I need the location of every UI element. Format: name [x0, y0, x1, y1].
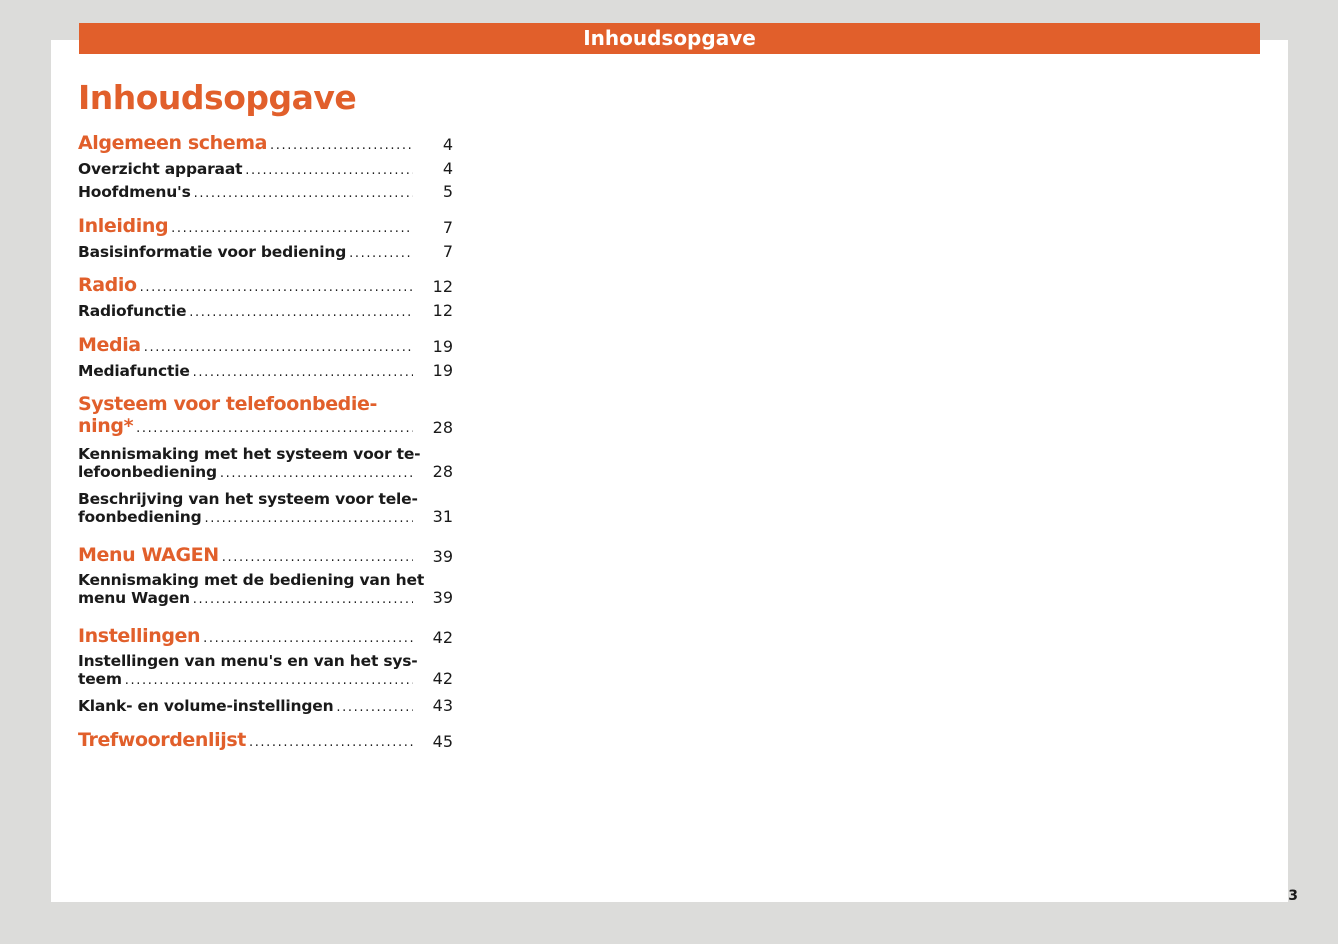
toc-entry-hoofdmenus[interactable] — [78, 183, 453, 201]
toc-entry-radiofunctie[interactable] — [78, 302, 453, 320]
page-number: 3 — [1288, 888, 1298, 904]
toc-label: Algemeen schema — [78, 132, 268, 154]
toc-label: Radiofunctie — [78, 302, 187, 320]
toc-label-line1: Beschrijving van het systeem voor tele- — [78, 490, 418, 508]
toc-label: teem — [78, 670, 122, 688]
toc-page: 5 — [442, 182, 453, 201]
toc-label-line1: Kennismaking met het systeem voor te- — [78, 445, 421, 463]
toc-page: 4 — [442, 159, 453, 178]
toc-entry-overzicht-apparaat[interactable] — [78, 160, 453, 178]
toc-page: 12 — [432, 277, 453, 296]
page-title: Inhoudsopgave — [78, 78, 357, 117]
toc-entry-media[interactable] — [78, 334, 453, 356]
toc-label: foonbediening — [78, 508, 202, 526]
toc-entry-instellingen-menus[interactable] — [78, 652, 453, 688]
toc-entry-basisinformatie[interactable] — [78, 243, 453, 261]
toc-entry-inleiding[interactable] — [78, 215, 453, 237]
toc-entry-radio[interactable] — [78, 274, 453, 296]
toc-entry-trefwoordenlijst[interactable] — [78, 729, 453, 751]
toc-label: Trefwoordenlijst — [78, 729, 246, 751]
toc-page: 28 — [432, 462, 453, 481]
toc-page: 28 — [432, 418, 453, 437]
toc-label: Klank- en volume-instellingen — [78, 697, 334, 715]
toc-entry-beschrijving-telefoon[interactable] — [78, 490, 453, 526]
toc-page: 19 — [432, 361, 453, 380]
toc-page: 31 — [432, 507, 453, 526]
toc-page: 39 — [432, 588, 453, 607]
toc-page: 42 — [432, 628, 453, 647]
toc-page: 45 — [432, 732, 453, 751]
toc-label: Overzicht apparaat — [78, 160, 243, 178]
toc-page: 12 — [432, 301, 453, 320]
toc-label-line1: Instellingen van menu's en van het sys- — [78, 652, 418, 670]
toc-label: Media — [78, 334, 141, 356]
toc-label: menu Wagen — [78, 589, 190, 607]
toc-entry-telefoonbediening[interactable] — [78, 393, 453, 437]
toc-entry-instellingen[interactable] — [78, 625, 453, 647]
toc-page: 4 — [442, 135, 453, 154]
toc-page: 7 — [442, 218, 453, 237]
header-title: Inhoudsopgave — [583, 26, 756, 50]
toc-label: lefoonbediening — [78, 463, 217, 481]
toc-page: 39 — [432, 547, 453, 566]
header-bar — [79, 23, 1260, 54]
toc-label: Instellingen — [78, 625, 201, 647]
toc-label: Basisinformatie voor bediening — [78, 243, 347, 261]
toc-label-line1: Systeem voor telefoonbedie- — [78, 393, 377, 415]
toc-entry-mediafunctie[interactable] — [78, 362, 453, 380]
toc-label: Hoofdmenu's — [78, 183, 191, 201]
toc-label: ning* — [78, 415, 134, 437]
toc-label: Menu WAGEN — [78, 544, 219, 566]
toc-entry-kennismaking-wagen[interactable] — [78, 571, 453, 607]
toc-page: 19 — [432, 337, 453, 356]
toc-entry-klank-volume[interactable] — [78, 697, 453, 715]
toc-page: 43 — [432, 696, 453, 715]
toc-page: 42 — [432, 669, 453, 688]
toc-entry-algemeen-schema[interactable] — [78, 132, 453, 154]
toc-label: Inleiding — [78, 215, 169, 237]
toc-label-line1: Kennismaking met de bediening van het — [78, 571, 425, 589]
toc-label: Mediafunctie — [78, 362, 190, 380]
toc-entry-menu-wagen[interactable] — [78, 544, 453, 566]
toc-page: 7 — [442, 242, 453, 261]
toc-label: Radio — [78, 274, 137, 296]
toc-entry-kennismaking-telefoon[interactable] — [78, 445, 453, 481]
